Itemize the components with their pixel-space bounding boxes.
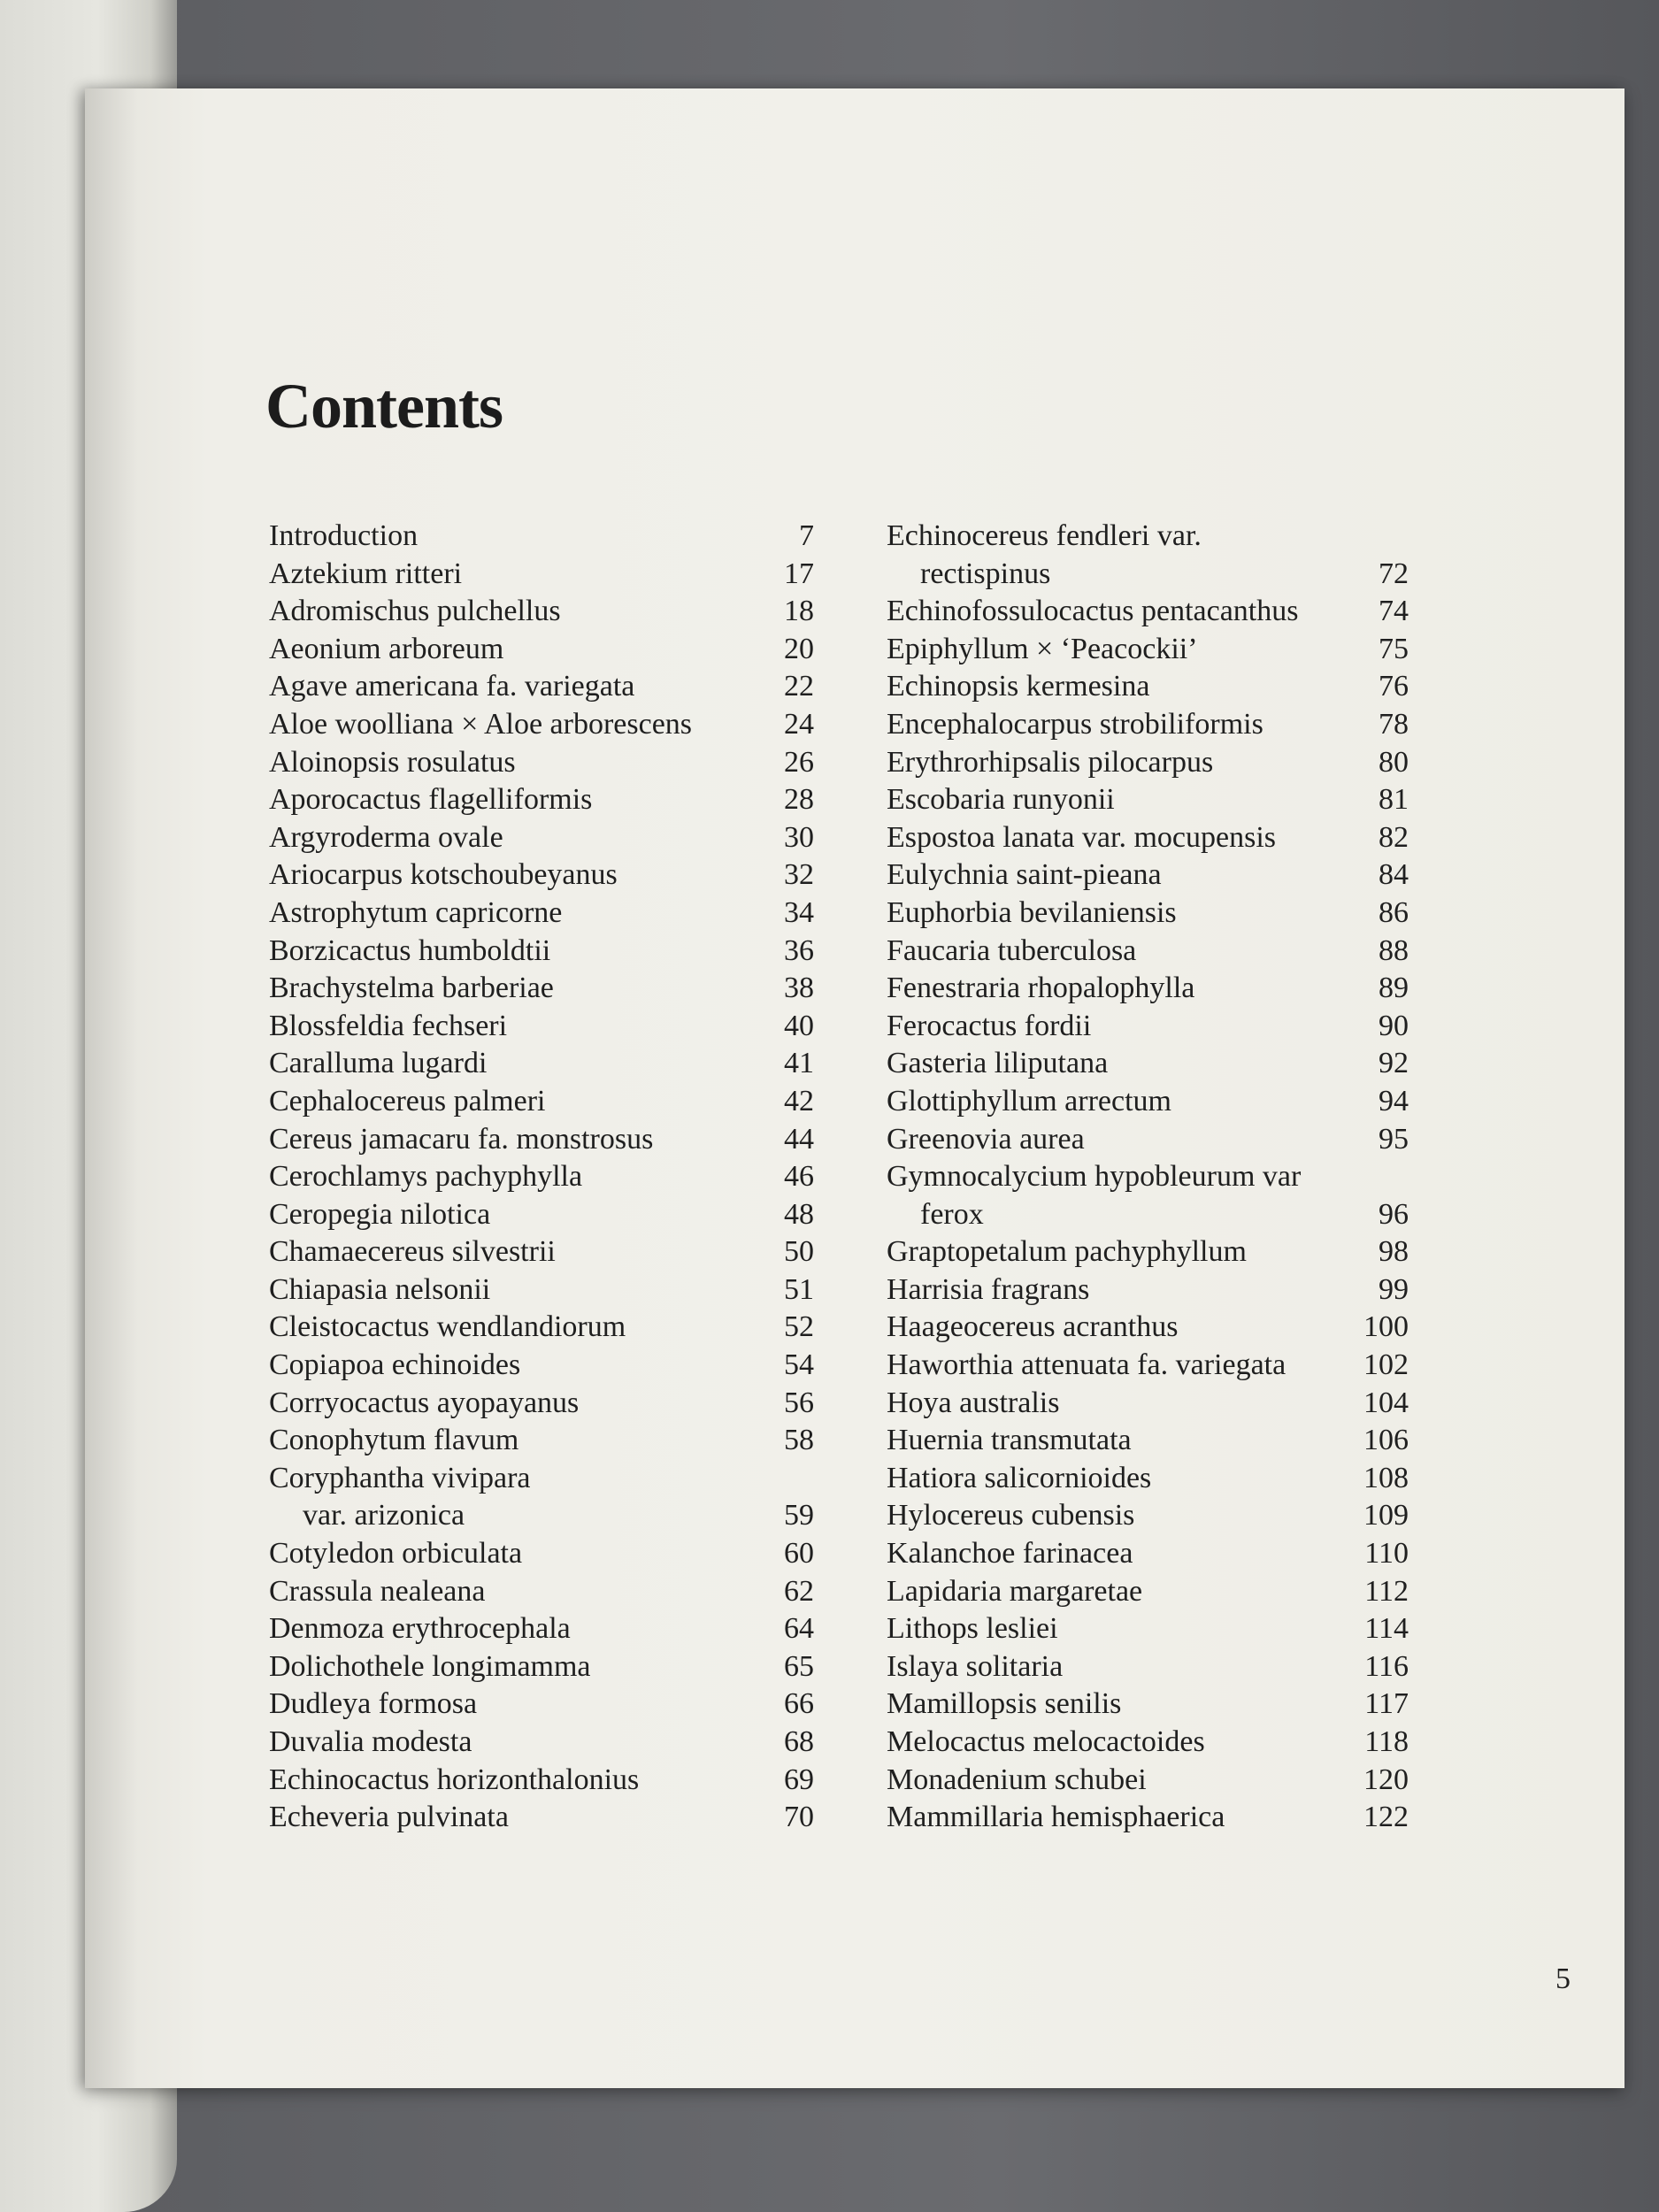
entry-name: Cotyledon orbiculata — [269, 1537, 523, 1571]
contents-entry — [887, 593, 1409, 631]
entry-name: Ferocactus fordii — [887, 1009, 1092, 1042]
entry-name: Hoya australis — [887, 1386, 1060, 1419]
contents-entry — [887, 668, 1409, 706]
entry-name: Aztekium ritteri — [269, 557, 463, 590]
entry-page-number: 69 — [784, 1763, 814, 1796]
contents-entry — [269, 1535, 814, 1573]
entry-name: Aloinopsis rosulatus — [269, 745, 516, 779]
entry-name: Fenestraria rhopalophylla — [887, 972, 1195, 1005]
entry-name: Escobaria runyonii — [887, 783, 1115, 817]
contents-entry — [887, 1724, 1409, 1762]
entry-page-number: 7 — [799, 519, 814, 552]
contents-entry — [269, 706, 814, 744]
contents-entry — [269, 933, 814, 971]
entry-page-number: 92 — [1379, 1047, 1409, 1080]
entry-page-number: 62 — [784, 1574, 814, 1608]
entry-name: Monadenium schubei — [887, 1763, 1147, 1796]
entry-name: Echinofossulocactus pentacanthus — [887, 595, 1299, 628]
entry-page-number: 89 — [1379, 972, 1409, 1005]
entry-page-number: 18 — [784, 595, 814, 628]
entry-page-number: 114 — [1364, 1612, 1409, 1646]
contents-entry — [269, 1610, 814, 1648]
entry-name: Aeonium arboreum — [269, 632, 504, 665]
contents-entry — [269, 1158, 814, 1196]
contents-left-column — [269, 518, 814, 1837]
entry-page-number: 22 — [784, 670, 814, 703]
contents-entry — [887, 1196, 1409, 1234]
entry-name: Copiapoa echinoides — [269, 1348, 521, 1382]
entry-name: Corryocactus ayopayanus — [269, 1386, 580, 1419]
entry-name: Caralluma lugardi — [269, 1047, 488, 1080]
contents-entry — [269, 895, 814, 933]
contents-entry — [887, 1648, 1409, 1686]
contents-entry — [887, 1233, 1409, 1271]
page-title: Contents — [265, 371, 503, 442]
entry-name: Epiphyllum × ‘Peacockii’ — [887, 632, 1198, 665]
entry-name: Lithops lesliei — [887, 1612, 1058, 1646]
entry-name: Introduction — [269, 519, 419, 552]
contents-entry — [887, 1460, 1409, 1498]
entry-name: Haageocereus acranthus — [887, 1310, 1179, 1344]
contents-entry — [269, 1724, 814, 1762]
entry-name: Chiapasia nelsonii — [269, 1272, 491, 1306]
entry-page-number: 26 — [784, 745, 814, 779]
entry-page-number: 100 — [1363, 1310, 1409, 1344]
entry-name: Denmoza erythrocephala — [269, 1612, 571, 1646]
contents-entry — [887, 819, 1409, 857]
entry-page-number: 102 — [1363, 1348, 1409, 1382]
contents-entry — [887, 1121, 1409, 1159]
entry-page-number: 80 — [1379, 745, 1409, 779]
contents-entry — [887, 781, 1409, 819]
contents-entry — [887, 706, 1409, 744]
entry-name: Blossfeldia fechseri — [269, 1009, 508, 1042]
contents-entry — [887, 1573, 1409, 1611]
entry-page-number: 108 — [1363, 1461, 1409, 1494]
entry-name: Euphorbia bevilaniensis — [887, 895, 1177, 929]
spine-shadow — [85, 88, 138, 2088]
entry-page-number: 75 — [1379, 632, 1409, 665]
contents-entry — [269, 1799, 814, 1837]
contents-entry — [887, 556, 1409, 594]
contents-entry — [269, 1385, 814, 1423]
entry-page-number: 98 — [1379, 1235, 1409, 1269]
entry-name: Aloe woolliana × Aloe arborescens — [269, 707, 693, 741]
entry-page-number: 72 — [1379, 557, 1409, 590]
contents-entry — [269, 1233, 814, 1271]
contents-entry — [269, 1573, 814, 1611]
entry-name: Kalanchoe farinacea — [887, 1537, 1133, 1571]
entry-page-number: 68 — [784, 1725, 814, 1758]
entry-page-number: 84 — [1379, 858, 1409, 892]
entry-name: Hylocereus cubensis — [887, 1499, 1135, 1532]
contents-entry — [269, 631, 814, 669]
entry-page-number: 32 — [784, 858, 814, 892]
contents-entry — [887, 1045, 1409, 1083]
entry-page-number: 65 — [784, 1649, 814, 1683]
entry-name: Aporocactus flagelliformis — [269, 783, 593, 817]
entry-name: Borzicactus humboldtii — [269, 933, 551, 967]
contents-entry — [887, 1762, 1409, 1800]
entry-name: Cereus jamacaru fa. monstrosus — [269, 1122, 654, 1156]
entry-name: Mammillaria hemisphaerica — [887, 1801, 1225, 1834]
contents-entry — [887, 1008, 1409, 1046]
entry-page-number: 66 — [784, 1687, 814, 1721]
entry-name: Erythrorhipsalis pilocarpus — [887, 745, 1214, 779]
contents-entry — [269, 856, 814, 895]
contents-entry — [269, 970, 814, 1008]
contents-right-column — [887, 518, 1409, 1837]
contents-entry — [887, 1347, 1409, 1385]
entry-page-number: 88 — [1379, 933, 1409, 967]
entry-page-number: 46 — [784, 1160, 814, 1194]
contents-entry — [887, 1535, 1409, 1573]
entry-name: Echinopsis kermesina — [887, 670, 1150, 703]
entry-name: Harrisia fragrans — [887, 1272, 1090, 1306]
entry-page-number: 104 — [1363, 1386, 1409, 1419]
entry-page-number: 109 — [1363, 1499, 1409, 1532]
entry-page-number: 70 — [784, 1801, 814, 1834]
contents-entry — [269, 1460, 814, 1498]
entry-name: Cleistocactus wendlandiorum — [269, 1310, 626, 1344]
contents-entry — [887, 518, 1409, 556]
entry-page-number: 56 — [784, 1386, 814, 1419]
entry-page-number: 60 — [784, 1537, 814, 1571]
entry-page-number: 78 — [1379, 707, 1409, 741]
entry-page-number: 96 — [1379, 1197, 1409, 1231]
contents-entry — [887, 1610, 1409, 1648]
entry-name: Huernia transmutata — [887, 1424, 1132, 1457]
entry-name: Ceropegia nilotica — [269, 1197, 491, 1231]
entry-name: Cephalocereus palmeri — [269, 1084, 546, 1118]
contents-entry — [887, 933, 1409, 971]
contents-entry — [269, 1083, 814, 1121]
entry-name: Echinocereus fendleri var. — [887, 519, 1202, 552]
entry-page-number: 86 — [1379, 895, 1409, 929]
entry-page-number: 58 — [784, 1424, 814, 1457]
entry-name: Faucaria tuberculosa — [887, 933, 1137, 967]
contents-entry — [887, 631, 1409, 669]
entry-page-number: 59 — [784, 1499, 814, 1532]
entry-page-number: 110 — [1364, 1537, 1409, 1571]
entry-name: Coryphantha vivipara — [269, 1461, 531, 1494]
contents-entry — [269, 1271, 814, 1310]
entry-name: Adromischus pulchellus — [269, 595, 561, 628]
contents-entry — [887, 1271, 1409, 1310]
entry-name: Haworthia attenuata fa. variegata — [887, 1348, 1286, 1382]
entry-name: Echinocactus horizonthalonius — [269, 1763, 640, 1796]
contents-entry — [269, 556, 814, 594]
entry-page-number: 17 — [784, 557, 814, 590]
contents-entry — [887, 744, 1409, 782]
entry-name: Brachystelma barberiae — [269, 972, 554, 1005]
entry-name: Greenovia aurea — [887, 1122, 1085, 1156]
entry-page-number: 54 — [784, 1348, 814, 1382]
entry-page-number: 20 — [784, 632, 814, 665]
entry-page-number: 48 — [784, 1197, 814, 1231]
entry-name: ferox — [920, 1197, 984, 1231]
contents-entry — [887, 856, 1409, 895]
contents-entry — [269, 1008, 814, 1046]
contents-entry — [887, 895, 1409, 933]
contents-entry — [887, 1309, 1409, 1347]
entry-name: Cerochlamys pachyphylla — [269, 1160, 583, 1194]
entry-page-number: 50 — [784, 1235, 814, 1269]
entry-name: Echeveria pulvinata — [269, 1801, 509, 1834]
entry-page-number: 106 — [1363, 1424, 1409, 1457]
entry-name: Gasteria liliputana — [887, 1047, 1109, 1080]
contents-entry — [269, 1648, 814, 1686]
entry-name: Encephalocarpus strobiliformis — [887, 707, 1263, 741]
entry-page-number: 82 — [1379, 820, 1409, 854]
entry-page-number: 64 — [784, 1612, 814, 1646]
entry-page-number: 122 — [1363, 1801, 1409, 1834]
contents-entry — [269, 593, 814, 631]
entry-page-number: 90 — [1379, 1009, 1409, 1042]
contents-entry — [269, 744, 814, 782]
entry-name: Chamaecereus silvestrii — [269, 1235, 556, 1269]
contents-entry — [269, 668, 814, 706]
entry-page-number: 36 — [784, 933, 814, 967]
entry-name: Hatiora salicornioides — [887, 1461, 1152, 1494]
entry-page-number: 94 — [1379, 1084, 1409, 1118]
entry-name: Gymnocalycium hypobleurum var — [887, 1160, 1302, 1194]
entry-page-number: 52 — [784, 1310, 814, 1344]
entry-page-number: 44 — [784, 1122, 814, 1156]
entry-page-number: 42 — [784, 1084, 814, 1118]
contents-entry — [887, 970, 1409, 1008]
entry-page-number: 41 — [784, 1047, 814, 1080]
entry-name: Mamillopsis senilis — [887, 1687, 1122, 1721]
entry-page-number: 38 — [784, 972, 814, 1005]
entry-page-number: 99 — [1379, 1272, 1409, 1306]
entry-page-number: 74 — [1379, 595, 1409, 628]
entry-name: Lapidaria margaretae — [887, 1574, 1143, 1608]
entry-page-number: 117 — [1364, 1687, 1409, 1721]
contents-entry — [269, 1762, 814, 1800]
entry-name: var. arizonica — [303, 1499, 465, 1532]
entry-page-number: 95 — [1379, 1122, 1409, 1156]
entry-name: Graptopetalum pachyphyllum — [887, 1235, 1247, 1269]
entry-name: Islaya solitaria — [887, 1649, 1064, 1683]
contents-entry — [269, 1045, 814, 1083]
contents-entry — [887, 1158, 1409, 1196]
contents-entry — [269, 1422, 814, 1460]
entry-name: Dudleya formosa — [269, 1687, 478, 1721]
entry-page-number: 30 — [784, 820, 814, 854]
entry-name: Ariocarpus kotschoubeyanus — [269, 858, 618, 892]
contents-entry — [269, 518, 814, 556]
contents-entry — [269, 1196, 814, 1234]
entry-page-number: 118 — [1364, 1725, 1409, 1758]
entry-name: Eulychnia saint-pieana — [887, 858, 1162, 892]
contents-entry — [269, 1347, 814, 1385]
contents-entry — [887, 1686, 1409, 1724]
contents-entry — [887, 1422, 1409, 1460]
entry-name: Espostoa lanata var. mocupensis — [887, 820, 1277, 854]
contents-entry — [269, 1309, 814, 1347]
entry-page-number: 81 — [1379, 783, 1409, 817]
contents-entry — [269, 1497, 814, 1535]
contents-entry — [887, 1385, 1409, 1423]
entry-name: Glottiphyllum arrectum — [887, 1084, 1171, 1118]
contents-entry — [269, 1121, 814, 1159]
entry-name: rectispinus — [920, 557, 1051, 590]
contents-entry — [269, 819, 814, 857]
contents-entry — [887, 1799, 1409, 1837]
entry-page-number: 34 — [784, 895, 814, 929]
page-number: 5 — [1555, 1962, 1571, 1995]
entry-page-number: 116 — [1364, 1649, 1409, 1683]
entry-page-number: 76 — [1379, 670, 1409, 703]
entry-page-number: 40 — [784, 1009, 814, 1042]
contents-entry — [269, 781, 814, 819]
entry-name: Duvalia modesta — [269, 1725, 472, 1758]
entry-name: Melocactus melocactoides — [887, 1725, 1205, 1758]
entry-name: Conophytum flavum — [269, 1424, 519, 1457]
entry-page-number: 28 — [784, 783, 814, 817]
entry-page-number: 112 — [1364, 1574, 1409, 1608]
entry-name: Agave americana fa. variegata — [269, 670, 635, 703]
entry-name: Crassula nealeana — [269, 1574, 486, 1608]
entry-page-number: 120 — [1363, 1763, 1409, 1796]
entry-name: Argyroderma ovale — [269, 820, 503, 854]
entry-name: Dolichothele longimamma — [269, 1649, 591, 1683]
entry-page-number: 24 — [784, 707, 814, 741]
entry-name: Astrophytum capricorne — [269, 895, 563, 929]
contents-entry — [887, 1083, 1409, 1121]
contents-entry — [887, 1497, 1409, 1535]
contents-entry — [269, 1686, 814, 1724]
entry-page-number: 51 — [784, 1272, 814, 1306]
